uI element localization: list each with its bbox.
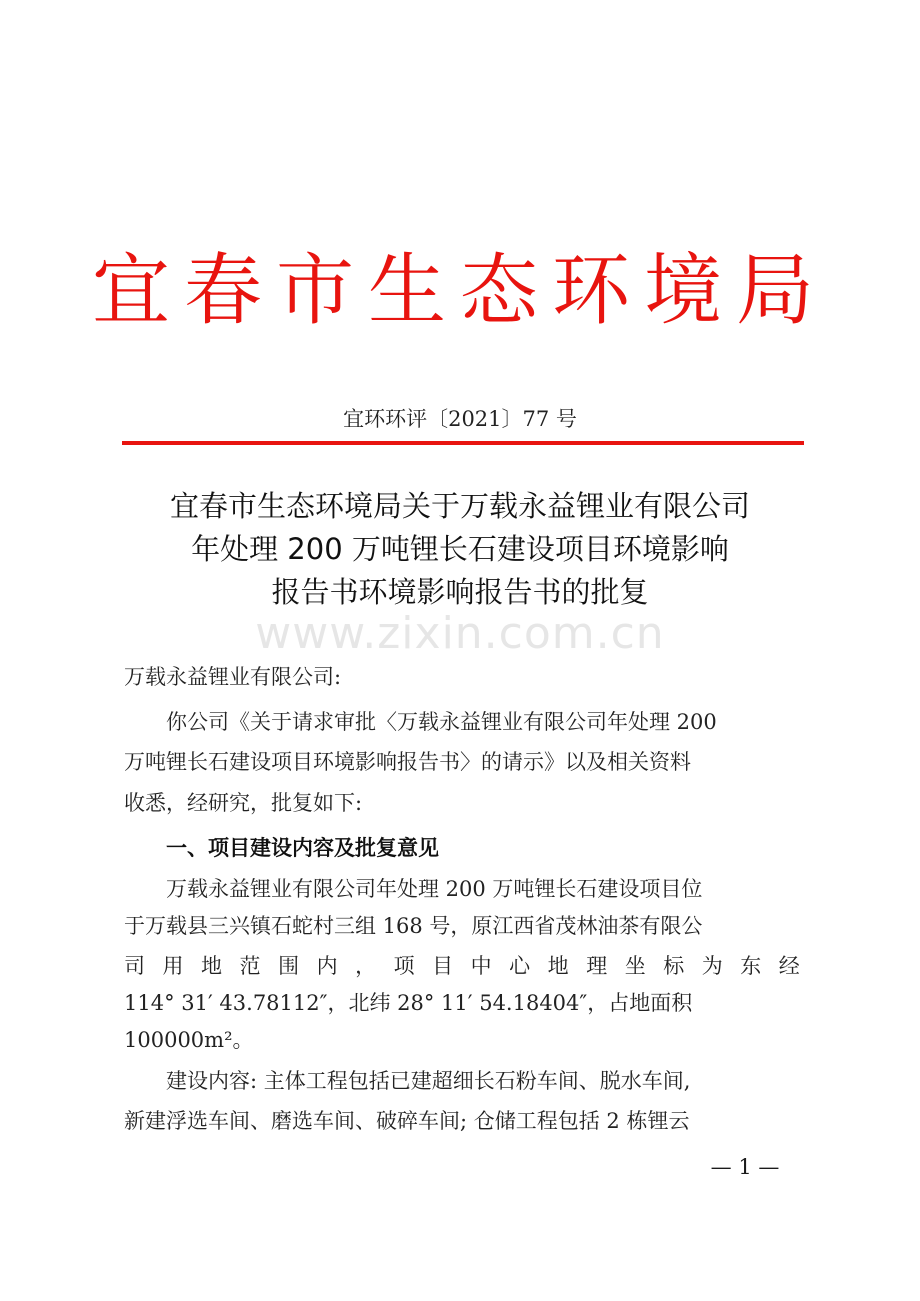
justified-character: 心: [509, 954, 531, 978]
justified-character: 地: [547, 954, 569, 978]
justified-character: 中: [470, 954, 492, 978]
justified-character: 标: [663, 954, 685, 978]
document-title-line: 报告书环境影响报告书的批复: [271, 575, 649, 609]
justified-character: 坐: [624, 954, 646, 978]
paragraph-line: 新建浮选车间、磨选车间、破碎车间; 仓储工程包括 2 栋锂云: [124, 1109, 690, 1133]
justified-character: 用: [162, 954, 184, 978]
paragraph-line: 你公司《关于请求审批〈万载永益锂业有限公司年处理 200: [166, 710, 717, 734]
paragraph-line: 收悉，经研究，批复如下:: [124, 791, 363, 815]
justified-character: 内: [316, 954, 338, 978]
justified-character: 围: [278, 954, 300, 978]
paragraph-line: 114° 31′ 43.78112″，北纬 28° 11′ 54.18404″，占地面积: [124, 991, 693, 1015]
issuing-organization-title: 宜春市生态环境局: [91, 246, 828, 336]
paragraph-line: 万吨锂长石建设项目环境影响报告书〉的请示》以及相关资料: [124, 750, 691, 774]
justified-character: 目: [432, 954, 454, 978]
justified-character: 东: [740, 954, 762, 978]
justified-character: 项: [393, 954, 415, 978]
paragraph-line-justified: [124, 951, 800, 981]
addressee: 万载永益锂业有限公司:: [124, 665, 342, 689]
paragraph-line: 于万载县三兴镇石蛇村三组 168 号，原江西省茂林油茶有限公: [124, 914, 703, 938]
justified-character: 为: [701, 954, 723, 978]
paragraph-line: 万载永益锂业有限公司年处理 200 万吨锂长石建设项目位: [166, 877, 703, 901]
document-title-line: 年处理 200 万吨锂长石建设项目环境影响: [191, 532, 729, 566]
justified-character: 司: [124, 954, 145, 978]
paragraph-line: 100000m²。: [124, 1028, 254, 1052]
justified-character: 经: [778, 954, 800, 978]
justified-character: 范: [239, 954, 261, 978]
document-title-line: 宜春市生态环境局关于万载永益锂业有限公司: [169, 489, 750, 523]
watermark: www.zixin.com.cn: [255, 608, 665, 659]
justified-character: 地: [201, 954, 223, 978]
paragraph-line: 建设内容: 主体工程包括已建超细长石粉车间、脱水车间,: [166, 1069, 691, 1093]
document-number: 宜环环评〔2021〕77 号: [343, 407, 577, 431]
justified-character: 理: [586, 954, 608, 978]
section-heading: 一、项目建设内容及批复意见: [166, 836, 439, 860]
page-number: — 1 —: [710, 1155, 780, 1179]
justified-character: ，: [355, 954, 377, 978]
red-divider-line: [122, 441, 804, 445]
document-title: [100, 485, 820, 614]
